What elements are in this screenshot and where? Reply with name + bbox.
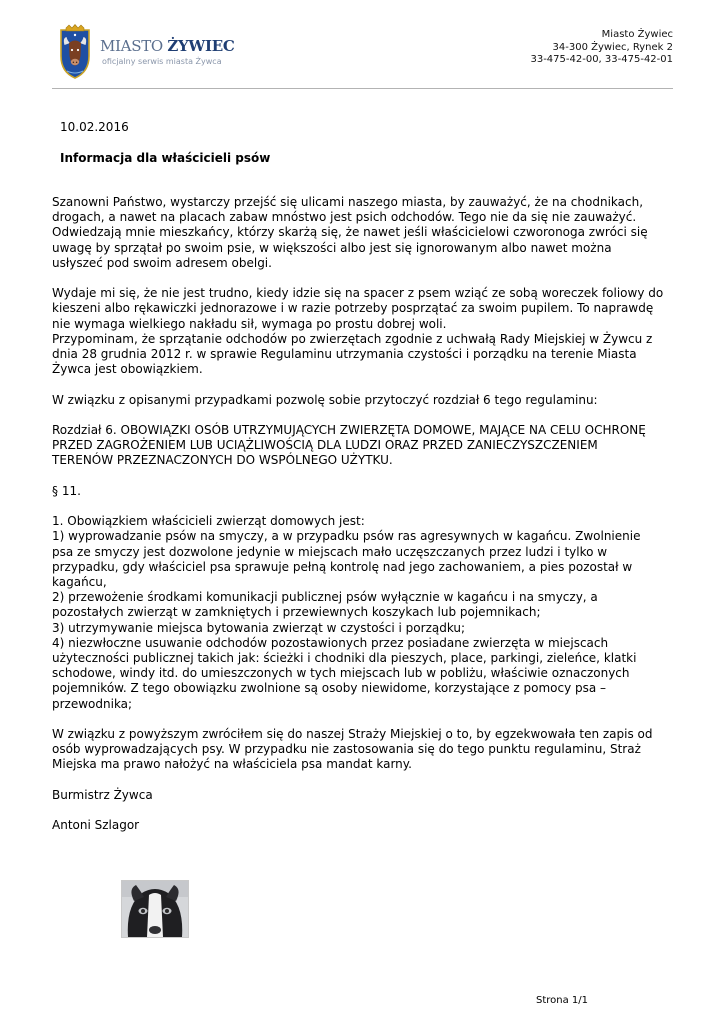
text-line: kieszeni albo rękawiczki jednorazowe i w razie potrzeby posprzątać za swoim pupilem. To naprawdę [52, 301, 654, 316]
text-line: schodowe, windy itd. do umieszczonych w tych miejscach lub w pobliżu, właściwie oznaczonych [52, 666, 630, 681]
page-title: Informacja dla właścicieli psów [60, 151, 271, 165]
text-line: Miejska ma prawo nałożyć na właściciela psa mandat karny. [52, 757, 412, 772]
text-line: nie wymaga wielkiego nakładu sił, wymaga po prostu dobrej woli. [52, 316, 447, 331]
text-line: dnia 28 grudnia 2012 r. w sprawie Regulaminu utrzymania czystości i porządku na terenie Miasta [52, 347, 637, 362]
text-line: 1. Obowiązkiem właścicieli zwierząt domowych jest: [52, 514, 365, 529]
paragraph-citation-intro [52, 393, 680, 408]
signature-name: Antoni Szlagor [52, 818, 140, 833]
text-line: przypadku, gdy właściciel psa sprawuje pełną kontrolę nad jego zachowaniem, a pies pozostał w [52, 559, 633, 574]
header-divider [52, 88, 673, 89]
text-line: przewodnika; [52, 696, 133, 711]
text-line: Przypominam, że sprzątanie odchodów po zwierzętach zgodnie z uchwałą Rady Miejskiej w Żywcu z [52, 331, 653, 346]
paragraph-chapter-heading [52, 423, 680, 469]
dog-face-image [122, 881, 188, 937]
text-line: 1) wyprowadzanie psów na smyczy, a w przypadku psów ras agresywnych w kagańcu. Zwolnienie [52, 529, 641, 544]
site-logo[interactable] [56, 24, 256, 84]
paragraph-enforcement [52, 727, 680, 773]
text-line: pozostałych zwierząt w zamkniętych i przewiewnych koszykach lub pojemnikach; [52, 605, 541, 620]
coat-of-arms-icon [56, 24, 94, 80]
paragraph-intro [52, 195, 680, 271]
text-line: W związku z powyższym zwróciłem się do naszej Straży Miejskiej o to, by egzekwowała ten zapis od [52, 727, 653, 742]
text-line: Szanowni Państwo, wystarczy przejść się ulicami naszego miasta, by zauważyć, że na chodnikach, [52, 195, 644, 209]
text-line: PRZED ZAGROŻENIEM LUB UCIĄŻLIWOŚCIĄ DLA LUDZI ORAZ PRZED ZANIECZYSZCZENIEM [52, 438, 598, 453]
site-name-town: ŻYWIEC [167, 37, 235, 55]
text-line: W związku z opisanymi przypadkami pozwolę sobie przytoczyć rozdział 6 tego regulaminu: [52, 392, 598, 407]
text-line: Odwiedzają mnie mieszkańcy, którzy skarżą się, że nawet jeśli właścicielowi czworonoga zwróci się [52, 225, 648, 240]
text-line: drogach, a nawet na placach zabaw mnóstwo jest psich odchodów. Tego nie da się nie zauważyć. [52, 210, 637, 225]
site-name [100, 37, 234, 55]
address-city: Miasto Żywiec [601, 29, 673, 40]
text-line: 4) niezwłoczne usuwanie odchodów pozostawionych przez posiadane zwierzęta w miejscach [52, 635, 609, 650]
address-phones: 33-475-42-00, 33-475-42-01 [530, 54, 673, 65]
text-line: użyteczności publicznej takich jak: ścieżki i chodniki dla pieszych, place, parkingi, zieleńce, klatki [52, 651, 637, 666]
address-street: 34-300 Żywiec, Rynek 2 [552, 41, 673, 53]
text-line: uwagę by sprzątał po swoim psie, w większości albo jest się ignorowanym albo nawet można [52, 240, 612, 255]
paragraph-reminder [52, 286, 680, 377]
text-line: pojemników. Z tego obowiązku zwolnione są osoby niewidome, korzystające z pomocy psa – [52, 681, 607, 696]
paragraph-obligations [52, 514, 680, 712]
page-number: Strona 1/1 [536, 995, 589, 1006]
text-line: § 11. [52, 483, 81, 498]
text-line: TERENÓW PRZEZNACZONYCH DO WSPÓLNEGO UŻYTKU. [52, 453, 393, 468]
publication-date: 10.02.2016 [60, 120, 129, 134]
page-header [0, 0, 725, 90]
paragraph-section-number [52, 484, 680, 499]
text-line: usłyszeć pod swoim adresem obelgi. [52, 255, 272, 270]
text-line: 2) przewożenie środkami komunikacji publicznej psów wyłącznie w kagańcu i na smyczy, a [52, 590, 598, 605]
text-line: psa ze smyczy jest dozwolone jedynie w miejscach mało uczęszczanych przez ludzi i tylko w [52, 544, 608, 559]
text-line: Żywca jest obowiązkiem. [52, 362, 203, 377]
text-line: osób wyprowadzających psy. W przypadku nie zastosowania się do tego punktu regulaminu, Straż [52, 742, 641, 757]
text-line: 3) utrzymywanie miejsca bytowania zwierząt w czystości i porządku; [52, 620, 466, 635]
site-name-city: MIASTO [100, 37, 168, 55]
text-line: Wydaje mi się, że nie jest trudno, kiedy idzie się na spacer z psem wziąć ze sobą woreczek foliowy do [52, 286, 664, 301]
office-address [530, 29, 673, 67]
signature-role: Burmistrz Żywca [52, 787, 153, 802]
dog-photo [121, 880, 189, 938]
text-line: Rozdział 6. OBOWIĄZKI OSÓB UTRZYMUJĄCYCH ZWIERZĘTA DOMOWE, MAJĄCE NA CELU OCHRONĘ [52, 423, 646, 437]
site-tagline: oficjalny serwis miasta Żywca [102, 57, 222, 66]
article-body [52, 195, 680, 849]
text-line: kagańcu, [52, 575, 107, 589]
